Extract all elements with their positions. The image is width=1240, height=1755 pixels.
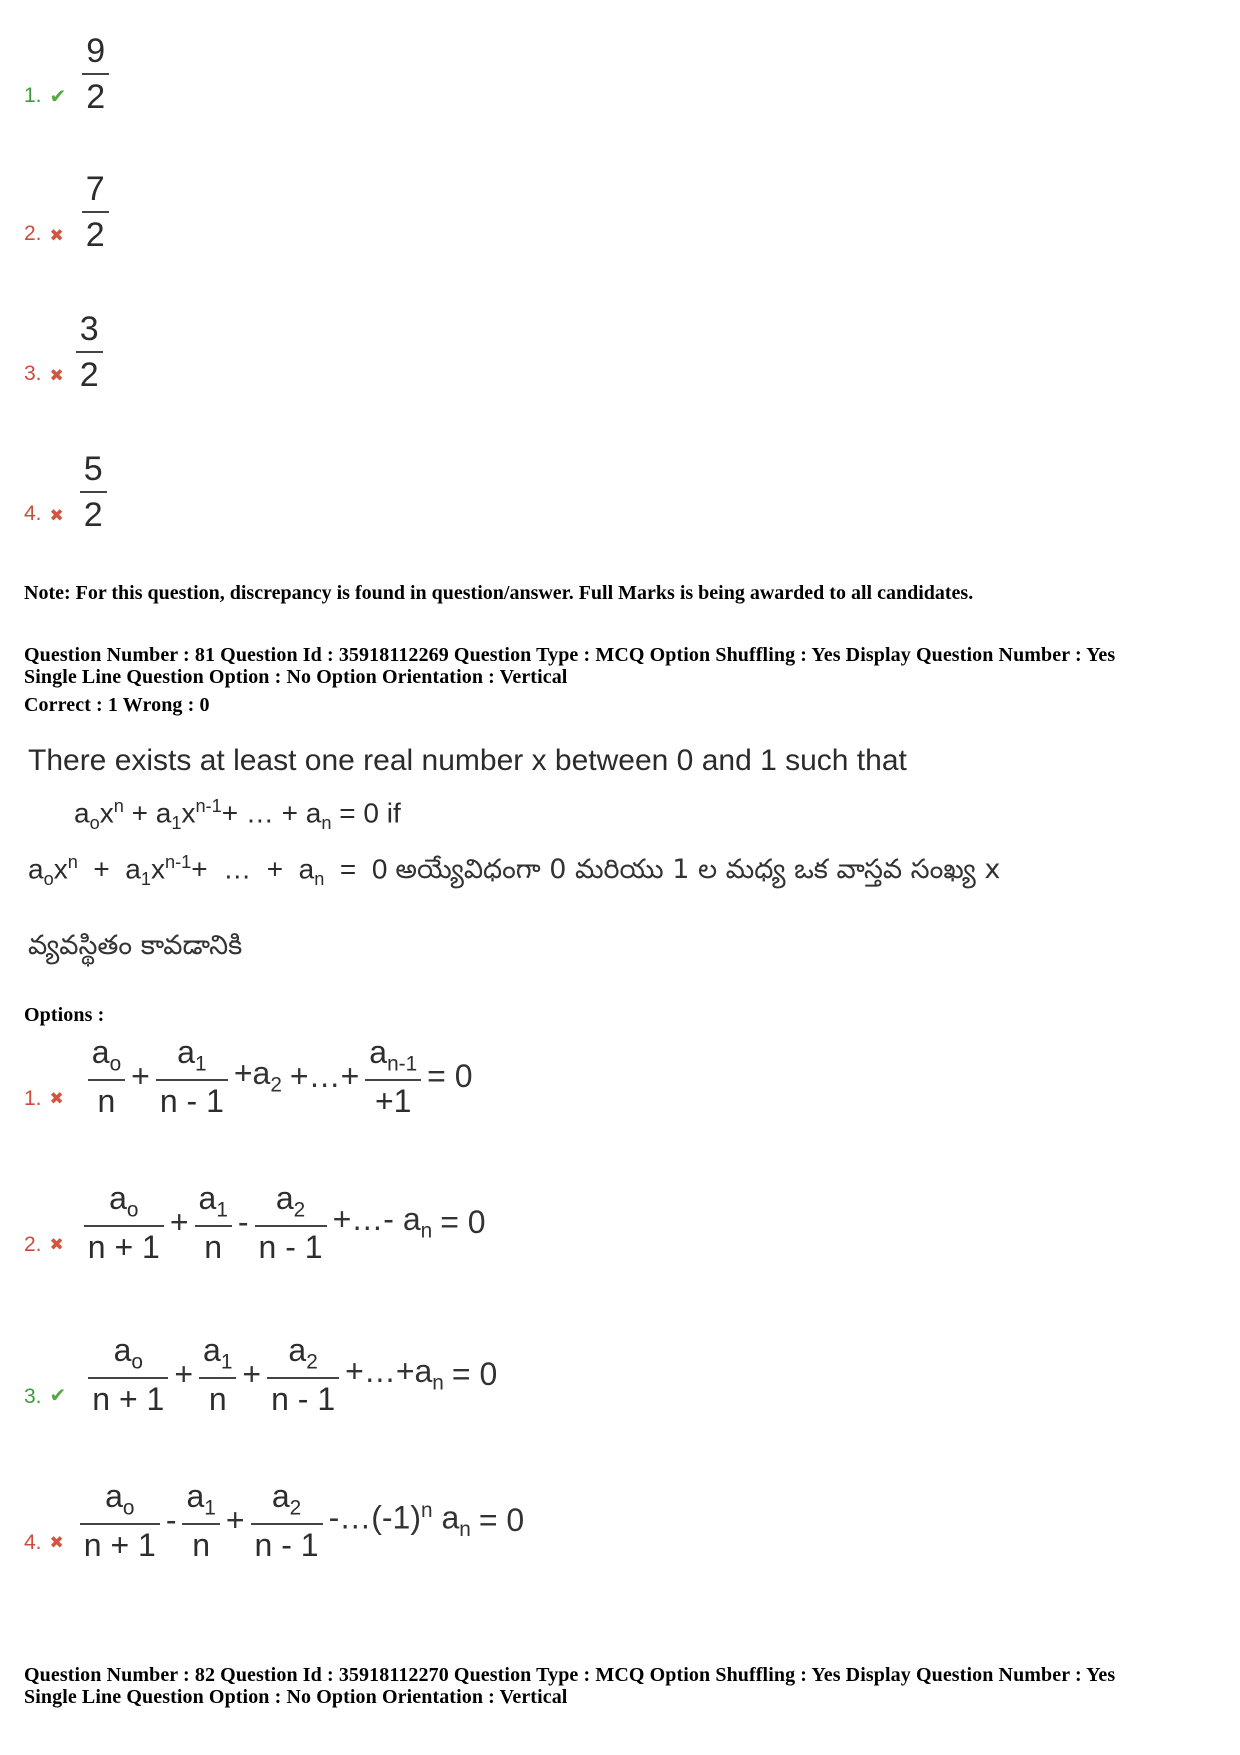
prev-option-1 (24, 28, 109, 116)
option-number: 2. (24, 222, 42, 245)
prev-option-2 (24, 166, 109, 254)
q81-option-2 (24, 1180, 490, 1266)
q81-meta-line2: Single Line Question Option : No Option Orientation : Vertical (24, 666, 568, 688)
option-number: 1. (24, 1087, 42, 1111)
option-number: 4. (24, 502, 42, 525)
q81-option-3 (24, 1332, 501, 1418)
q81-option-1 (24, 1034, 477, 1120)
cross-icon: ✖ (49, 506, 64, 526)
q81-telugu-line1 (28, 852, 1000, 892)
option-number: 1. (24, 84, 42, 107)
q81-equation: $a_ox^n + a_1x^{n-1}+$ … + $a_n = 0$ if (74, 796, 401, 833)
fraction: $\frac{9}{2}$ (82, 34, 109, 114)
prev-option-3 (24, 306, 103, 394)
q81-meta-line1: Question Number : 81 Question Id : 35918112269 Question Type : MCQ Option Shuffling : Yes Display Question Number : Yes (24, 644, 1116, 666)
fraction: $\frac{3}{2}$ (76, 312, 103, 392)
if-text: if (386, 797, 401, 829)
q81-meta (24, 644, 1115, 716)
fraction: $\frac{5}{2}$ (80, 452, 107, 532)
option-number: 4. (24, 1531, 42, 1555)
discrepancy-note: Note: For this question, discrepancy is found in question/answer. Full Marks is being awarded to all candidates. (24, 582, 974, 604)
fraction: $\frac{7}{2}$ (82, 172, 109, 252)
q81-text-en: There exists at least one real number x between 0 and 1 such that (28, 744, 907, 777)
q82-meta-line2: Single Line Question Option : No Option Orientation : Vertical (24, 1686, 568, 1708)
cross-icon: ✖ (49, 1533, 64, 1554)
cross-icon: ✖ (49, 226, 64, 246)
option-expression: $\frac{a_o}{n + 1}$ + $\frac{a_1}{n}$ - $\frac{a_2}{n - 1}$ +…- $a_n$ = 0 (82, 1182, 490, 1263)
option-number: 3. (24, 362, 42, 385)
option-expression: $\frac{a_o}{n}$ + $\frac{a_1}{n - 1}$ $+a_2$ +…+ $\frac{a_{n-1}}{+1}$ = 0 (86, 1036, 477, 1117)
q81-telugu-line2: వ్యవస్థితం కావడానికి (28, 930, 243, 961)
equation-inline: $a_ox^n + a_1x^{n-1}+$ … + $a_n = 0$ (28, 852, 388, 889)
check-icon: ✔ (49, 84, 67, 108)
cross-icon: ✖ (49, 366, 64, 386)
option-expression: $\frac{a_o}{n + 1}$ + $\frac{a_1}{n}$ + $\frac{a_2}{n - 1}$ $+\dots+a_n$ = 0 (86, 1334, 501, 1415)
telugu-text: అయ్యేవిధంగా 0 మరియు 1 ల మధ్య ఒక వాస్తవ సంఖ్య x (395, 854, 1001, 886)
cross-icon: ✖ (49, 1089, 64, 1110)
option-number: 3. (24, 1385, 42, 1409)
option-number: 2. (24, 1233, 42, 1257)
prev-option-4 (24, 446, 107, 534)
check-icon: ✔ (49, 1383, 67, 1408)
cross-icon: ✖ (49, 1235, 64, 1256)
options-label: Options : (24, 1004, 105, 1026)
q81-marks: Correct : 1 Wrong : 0 (24, 694, 210, 716)
option-expression: $\frac{a_o}{n + 1}$ - $\frac{a_1}{n}$ + $\frac{a_2}{n - 1}$ $-\dots(-1)^n$ $a_n$ = 0 (78, 1480, 528, 1561)
q82-meta-line1: Question Number : 82 Question Id : 35918112270 Question Type : MCQ Option Shuffling : Yes Display Question Number : Yes (24, 1664, 1116, 1686)
q82-meta (24, 1664, 1115, 1708)
q81-option-4 (24, 1478, 528, 1564)
